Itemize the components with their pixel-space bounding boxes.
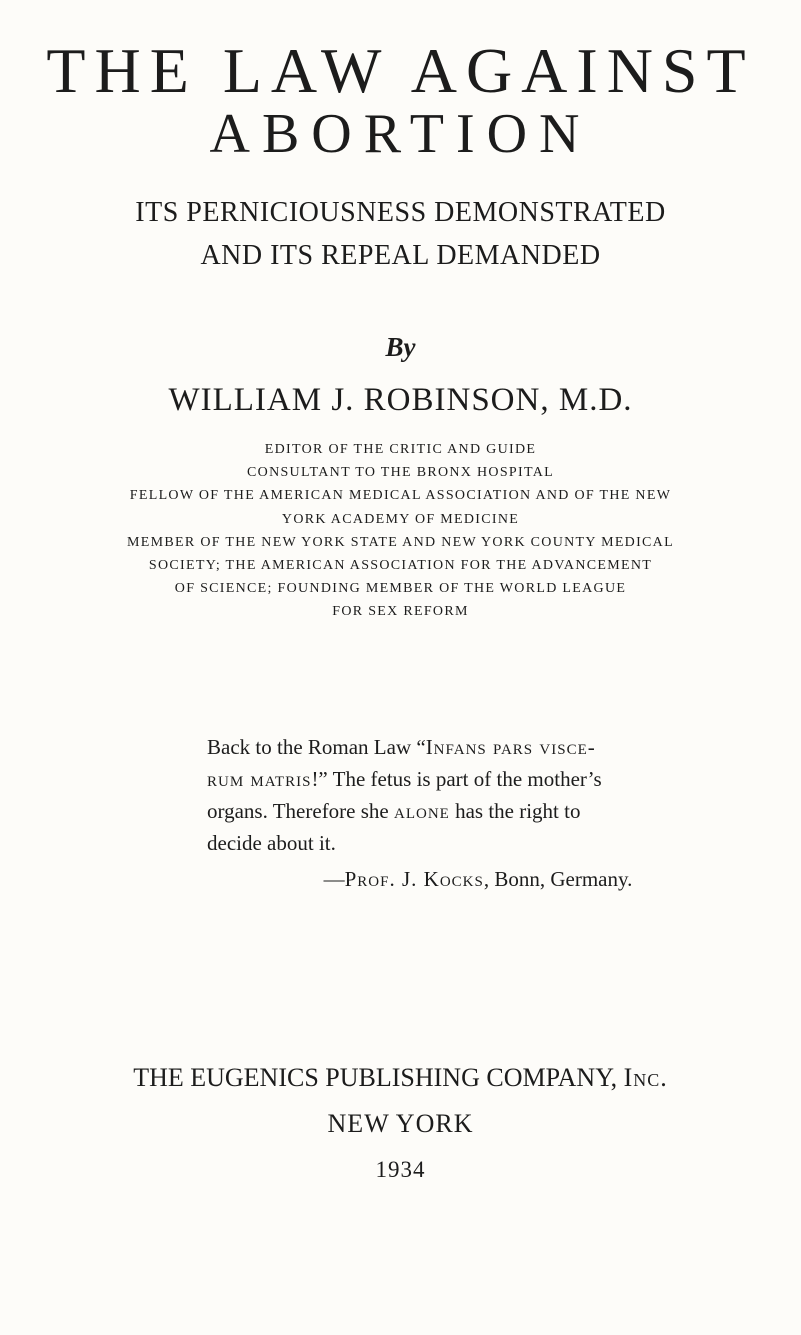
author-name: WILLIAM J. ROBINSON, M.D. (168, 382, 633, 418)
attribution-dash: — (323, 867, 345, 891)
epigraph-line-3 (207, 795, 687, 827)
epigraph-line-1 (207, 731, 687, 763)
attribution-place: , Bonn, Germany. (483, 867, 633, 891)
subtitle-line-1: ITS PERNICIOUSNESS DEMONSTRATED (135, 197, 666, 228)
byline-by: By (385, 332, 416, 362)
epigraph-text: Back to the Roman Law “ (207, 735, 426, 759)
epigraph-emphasis: alone (394, 799, 450, 823)
epigraph-text: !” The fetus is part of the mother’s (311, 767, 602, 791)
credential-line: YORK ACADEMY OF MEDICINE (281, 511, 520, 527)
credential-line: EDITOR OF THE CRITIC AND GUIDE (264, 442, 537, 457)
author-credentials (0, 438, 801, 624)
credential-line: MEMBER OF THE NEW YORK STATE AND NEW YORK COUNTY MEDICAL (127, 534, 674, 550)
credential-line: FELLOW OF THE AMERICAN MEDICAL ASSOCIATION AND OF THE NEW (129, 488, 672, 504)
attribution-name: Prof. J. Kocks (344, 867, 484, 891)
publisher-suffix: Inc. (623, 1063, 668, 1092)
epigraph-line-2 (207, 763, 687, 795)
epigraph-text: organs. Therefore she (207, 799, 394, 823)
publisher-city: NEW YORK (327, 1109, 474, 1138)
publisher (0, 1062, 801, 1094)
credential-line: SOCIETY; THE AMERICAN ASSOCIATION FOR THE ADVANCEMENT (148, 558, 653, 574)
book-title-line-2: ABORTION (209, 103, 592, 165)
epigraph-latin: rum matris (207, 767, 312, 791)
epigraph-line-4: decide about it. (207, 831, 336, 855)
credential-line: FOR SEX REFORM (332, 604, 469, 620)
credential-line: CONSULTANT TO THE BRONX HOSPITAL (247, 465, 554, 481)
epigraph-attribution (0, 864, 801, 894)
epigraph-text: has the right to (449, 799, 581, 823)
book-title-line-1: THE LAW AGAINST (46, 35, 755, 106)
epigraph (207, 731, 687, 859)
subtitle-line-2: AND ITS REPEAL DEMANDED (200, 240, 601, 271)
publication-year: 1934 (375, 1157, 426, 1182)
publisher-name: THE EUGENICS PUBLISHING COMPANY, (133, 1063, 624, 1092)
epigraph-latin: Infans pars visce- (425, 735, 596, 759)
credential-line: OF SCIENCE; FOUNDING MEMBER OF THE WORLD LEAGUE (174, 581, 627, 597)
